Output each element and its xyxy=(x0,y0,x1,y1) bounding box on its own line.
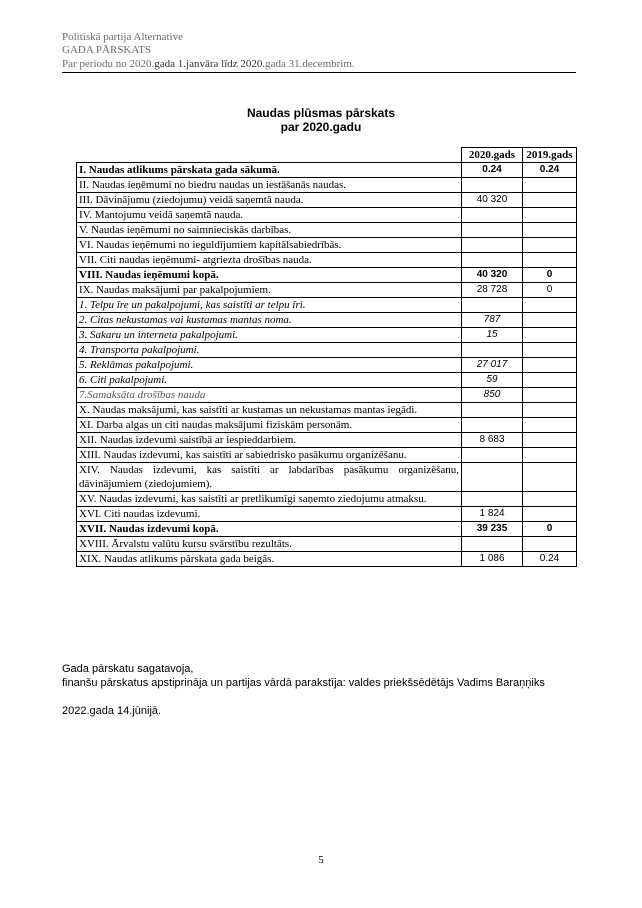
value-2019: 0 xyxy=(523,268,577,283)
value-2019: 0.24 xyxy=(523,163,577,178)
value-2019 xyxy=(523,298,577,313)
row-label: VI. Naudas ieņēmumi no ieguldījumiem kapitālsabiedrībās. xyxy=(77,238,462,253)
table-row xyxy=(77,283,577,298)
row-label: XI. Darba algas un citi naudas maksājumi fiziskām personām. xyxy=(77,418,462,433)
value-2020 xyxy=(462,403,523,418)
value-2020 xyxy=(462,492,523,507)
value-2020 xyxy=(462,208,523,223)
value-2019 xyxy=(523,433,577,448)
value-2019 xyxy=(523,208,577,223)
table-row xyxy=(77,403,577,418)
value-2019 xyxy=(523,238,577,253)
value-2019 xyxy=(523,418,577,433)
table-row xyxy=(77,178,577,193)
row-label: 7.Samaksāta drošības nauda xyxy=(77,388,462,403)
report-subtitle: par 2020.gadu xyxy=(280,120,362,134)
column-header-2020: 2020.gads xyxy=(462,148,523,163)
value-2020: 59 xyxy=(462,373,523,388)
table-row xyxy=(77,537,577,552)
table-row xyxy=(77,238,577,253)
value-2020 xyxy=(462,463,523,492)
value-2020: 40 320 xyxy=(462,193,523,208)
value-2020 xyxy=(462,178,523,193)
value-2020 xyxy=(462,343,523,358)
row-label: 4. Transporta pakalpojumi. xyxy=(77,343,462,358)
value-2019 xyxy=(523,328,577,343)
table-row xyxy=(77,208,577,223)
value-2020: 1 824 xyxy=(462,507,523,522)
value-2019 xyxy=(523,358,577,373)
value-2020 xyxy=(462,238,523,253)
table-row xyxy=(77,522,577,537)
table-header-row xyxy=(77,148,577,163)
row-label: XIV. Naudas izdevumi, kas saistīti ar labdarības pasākumu organizēšanu, dāvinājumiem (ziedojumiem). xyxy=(77,463,462,492)
value-2020: 8 683 xyxy=(462,433,523,448)
table-row xyxy=(77,418,577,433)
footer-prepared-by: Gada pārskatu sagatavoja, xyxy=(62,663,194,675)
header-period-part1: Par periodu no 2020. xyxy=(62,58,155,70)
value-2020 xyxy=(462,418,523,433)
page-number: 5 xyxy=(318,854,324,866)
value-2019 xyxy=(523,223,577,238)
value-2019 xyxy=(523,492,577,507)
row-label: VII. Citi naudas ieņēmumi- atgriezta drošības nauda. xyxy=(77,253,462,268)
table-row xyxy=(77,298,577,313)
table-row xyxy=(77,358,577,373)
row-label: XVIII. Ārvalstu valūtu kursu svārstību rezultāts. xyxy=(77,537,462,552)
value-2019 xyxy=(523,313,577,328)
table-row xyxy=(77,448,577,463)
row-label: VIII. Naudas ieņēmumi kopā. xyxy=(77,268,462,283)
value-2020: 27 017 xyxy=(462,358,523,373)
value-2019 xyxy=(523,448,577,463)
value-2019 xyxy=(523,178,577,193)
value-2019 xyxy=(523,253,577,268)
report-title: Naudas plūsmas pārskats xyxy=(246,106,396,120)
row-label: 6. Citi pakalpojumi. xyxy=(77,373,462,388)
table-row xyxy=(77,388,577,403)
row-label: XII. Naudas izdevumi saistībā ar iespieddarbiem. xyxy=(77,433,462,448)
table-row xyxy=(77,507,577,522)
value-2020: 39 235 xyxy=(462,522,523,537)
row-label: IV. Mantojumu veidā saņemtā nauda. xyxy=(77,208,462,223)
header-report-type: GADA PĀRSKATS xyxy=(62,44,151,56)
value-2019: 0.24 xyxy=(523,552,577,567)
row-label: XIX. Naudas atlikums pārskata gada beigās. xyxy=(77,552,462,567)
row-label: IX. Naudas maksājumi par pakalpojumiem. xyxy=(77,283,462,298)
value-2020 xyxy=(462,448,523,463)
row-label: XVI. Citi naudas izdevumi. xyxy=(77,507,462,522)
table-header-blank xyxy=(77,148,462,163)
row-label: XV. Naudas izdevumi, kas saistīti ar pretlikumīgi saņemto ziedojumu atmaksu. xyxy=(77,492,462,507)
value-2019 xyxy=(523,388,577,403)
table-row xyxy=(77,328,577,343)
value-2019 xyxy=(523,193,577,208)
table-row xyxy=(77,268,577,283)
table-row xyxy=(77,193,577,208)
table-row xyxy=(77,552,577,567)
value-2020: 0.24 xyxy=(462,163,523,178)
value-2019 xyxy=(523,403,577,418)
footer-approval: finanšu pārskatus apstiprināja un partijas vārdā parakstīja: valdes priekšsēdētājs Vadims Baraņņiks xyxy=(62,677,545,689)
row-label: XVII. Naudas izdevumi kopā. xyxy=(77,522,462,537)
row-label: V. Naudas ieņēmumi no saimnieciskās darbības. xyxy=(77,223,462,238)
value-2020: 15 xyxy=(462,328,523,343)
table-row xyxy=(77,253,577,268)
table-row xyxy=(77,492,577,507)
row-label: I. Naudas atlikums pārskata gada sākumā. xyxy=(77,163,462,178)
row-label: II. Naudas ieņēmumi no biedru naudas un iestāšanās naudas. xyxy=(77,178,462,193)
value-2020 xyxy=(462,298,523,313)
row-label: 5. Reklāmas pakalpojumi. xyxy=(77,358,462,373)
value-2019 xyxy=(523,373,577,388)
value-2020: 850 xyxy=(462,388,523,403)
value-2019 xyxy=(523,343,577,358)
value-2020 xyxy=(462,253,523,268)
row-label: III. Dāvinājumu (ziedojumu) veidā saņemtā nauda. xyxy=(77,193,462,208)
value-2020: 787 xyxy=(462,313,523,328)
header-period-part2: gada 1.janvāra līdz 2020. xyxy=(154,58,266,70)
value-2019: 0 xyxy=(523,522,577,537)
value-2020 xyxy=(462,537,523,552)
value-2019 xyxy=(523,537,577,552)
table-row xyxy=(77,433,577,448)
row-label: XIII. Naudas izdevumi, kas saistīti ar sabiedrisko pasākumu organizēšanu. xyxy=(77,448,462,463)
header-divider xyxy=(62,72,576,73)
value-2020 xyxy=(462,223,523,238)
table-row xyxy=(77,223,577,238)
table-row xyxy=(77,343,577,358)
row-label: 3. Sakaru un interneta pakalpojumi. xyxy=(77,328,462,343)
table-row xyxy=(77,163,577,178)
table-row xyxy=(77,313,577,328)
cash-flow-table xyxy=(76,147,577,567)
header-period xyxy=(62,57,355,71)
column-header-2019: 2019.gads xyxy=(523,148,577,163)
table-row xyxy=(77,463,577,492)
row-label: 2. Citas nekustamas vai kustamas mantas noma. xyxy=(77,313,462,328)
row-label: X. Naudas maksājumi, kas saistīti ar kustamas un nekustamas mantas iegādi. xyxy=(77,403,462,418)
value-2020: 1 086 xyxy=(462,552,523,567)
value-2020: 40 320 xyxy=(462,268,523,283)
header-period-part3: gada 31.decembrim. xyxy=(265,58,355,70)
value-2019: 0 xyxy=(523,283,577,298)
value-2020: 28 728 xyxy=(462,283,523,298)
header-party-name: Politiskā partija Alternative xyxy=(62,31,183,43)
table-row xyxy=(77,373,577,388)
value-2019 xyxy=(523,463,577,492)
row-label: 1. Telpu īre un pakalpojumi, kas saistīti ar telpu īri. xyxy=(77,298,462,313)
value-2019 xyxy=(523,507,577,522)
footer-date: 2022.gada 14.jūnijā. xyxy=(62,705,162,717)
